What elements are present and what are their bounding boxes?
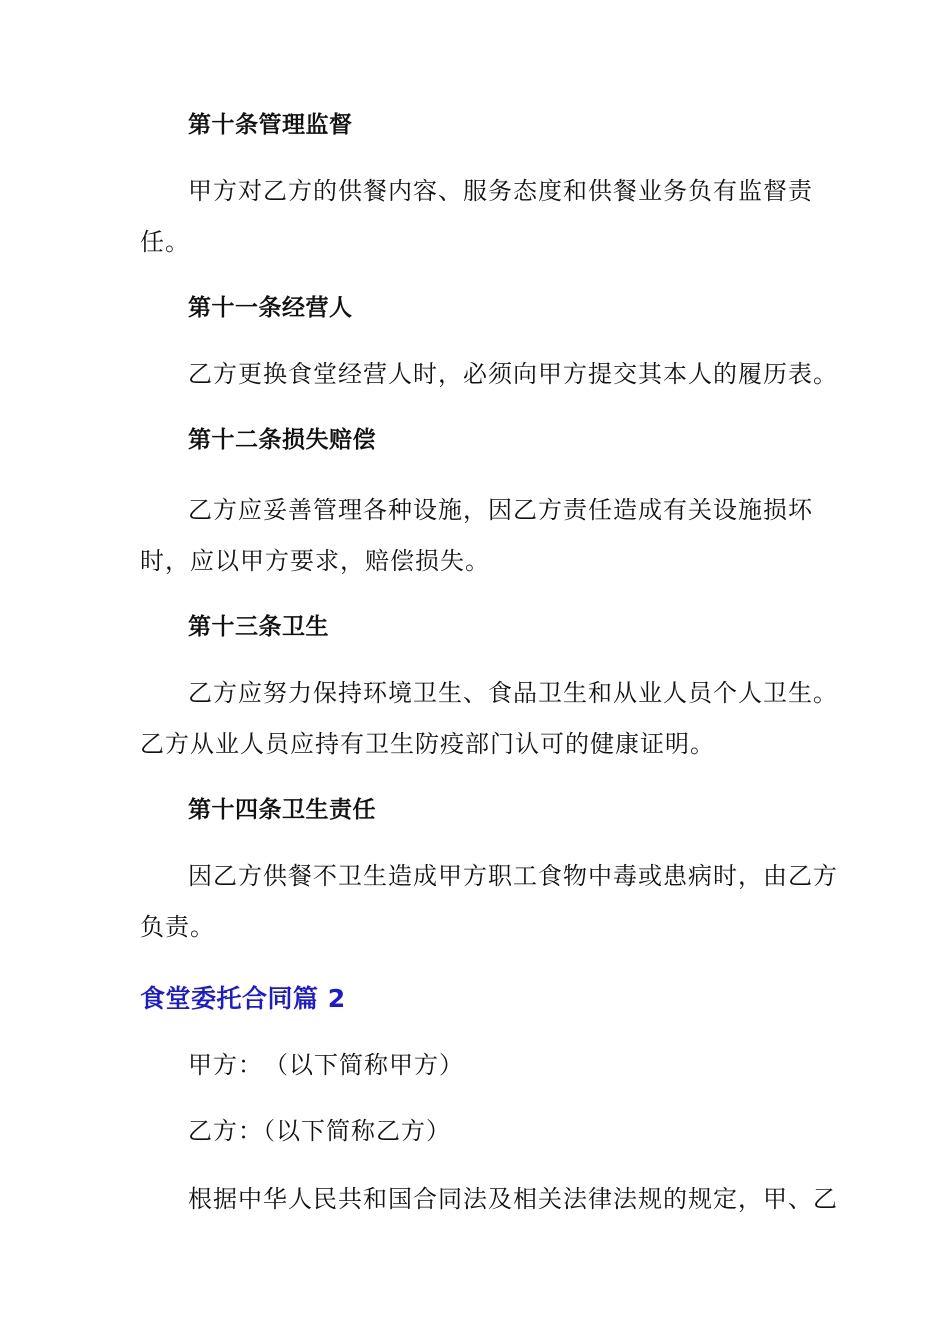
preamble-text-line-1: 根据中华人民共和国合同法及相关法律法规的规定，甲、乙: [188, 1185, 838, 1213]
article-10-text-line-2: 任。: [140, 228, 190, 256]
article-11-heading: 第十一条经营人: [188, 295, 353, 321]
article-10-text-line-1: 甲方对乙方的供餐内容、服务态度和供餐业务负有监督责: [188, 177, 813, 205]
article-13-text-line-1: 乙方应努力保持环境卫生、食品卫生和从业人员个人卫生。: [188, 679, 838, 707]
party-a-line: 甲方： （以下简称甲方）: [188, 1051, 464, 1079]
article-13-heading: 第十三条卫生: [188, 614, 329, 640]
article-14-heading: 第十四条卫生责任: [188, 797, 376, 823]
article-11-text-line-1: 乙方更换食堂经营人时，必须向甲方提交其本人的履历表。: [188, 360, 838, 388]
article-14-text-line-2: 负责。: [140, 913, 215, 941]
party-b-line: 乙方：（以下简称乙方）: [188, 1117, 451, 1145]
article-12-text-line-1: 乙方应妥善管理各种设施，因乙方责任造成有关设施损坏: [188, 496, 813, 524]
article-12-text-line-2: 时，应以甲方要求，赔偿损失。: [140, 547, 490, 575]
article-14-text-line-1: 因乙方供餐不卫生造成甲方职工食物中毒或患病时，由乙方: [188, 862, 838, 890]
article-10-heading: 第十条管理监督: [188, 112, 353, 138]
section-title-contract-2: 食堂委托合同篇 2: [140, 984, 346, 1013]
article-13-text-line-2: 乙方从业人员应持有卫生防疫部门认可的健康证明。: [140, 730, 715, 758]
article-12-heading: 第十二条损失赔偿: [188, 427, 376, 453]
